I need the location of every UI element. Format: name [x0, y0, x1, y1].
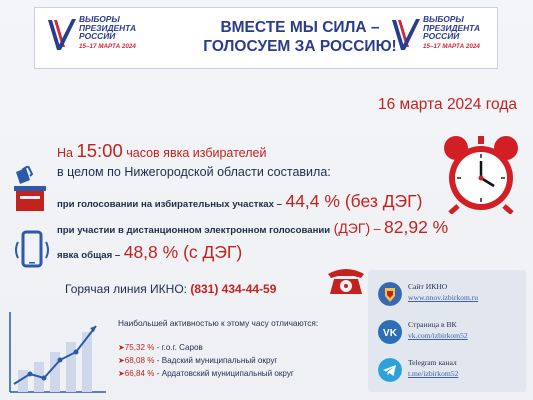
svg-text:VK: VK — [383, 328, 397, 339]
smartphone-icon — [14, 228, 50, 272]
contact-title: Telegram канал — [408, 358, 457, 367]
chevron-right-icon: ➤ — [118, 343, 125, 352]
turnout-after-time: часов явка избирателей — [126, 146, 267, 160]
contacts-panel — [368, 270, 526, 392]
growth-chart-icon — [4, 308, 108, 396]
activity-pct: 75,32 % — [124, 343, 155, 352]
hotline — [65, 282, 276, 296]
activity-name: - Вадский муниципальный округ — [154, 356, 278, 365]
logo-line-1: ВЫБОРЫ — [79, 14, 120, 24]
chevron-right-icon: ➤ — [118, 356, 125, 365]
activity-title: Наибольшей активностью к этому часу отличаются: — [118, 318, 319, 328]
hotline-phone-icon — [326, 266, 366, 296]
contact-link[interactable]: www.nnov.izbirkom.ru — [408, 293, 479, 302]
activity-item — [118, 368, 294, 378]
polling-label: при голосовании на избирательных участках – — [57, 199, 282, 210]
activity-name: - Ардатовский муниципальный округ — [154, 369, 294, 378]
logo-line-2: ПРЕЗИДЕНТА — [79, 22, 137, 33]
activity-item — [118, 355, 277, 365]
ballot-box-icon — [10, 166, 50, 212]
activity-pct: 66,84 % — [124, 369, 155, 378]
remote-dash: – — [373, 222, 381, 236]
polling-value: 44,4 % (без ДЭГ) — [285, 191, 423, 211]
activity-name: - г.о.г. Саров — [154, 343, 203, 352]
remote-label: при участии в дистанционном электронном голосовании — [57, 225, 331, 236]
turnout-time: 15:00 — [76, 140, 123, 161]
contact-vk[interactable] — [378, 320, 518, 346]
alarm-clock-icon — [440, 134, 522, 214]
turnout-remote-row — [57, 217, 448, 238]
hotline-number[interactable]: (831) 434-44-59 — [190, 282, 277, 296]
telegram-icon — [378, 358, 402, 382]
turnout-total-row — [57, 242, 242, 263]
ikno-emblem-icon — [378, 282, 402, 306]
contact-link[interactable]: vk.com/izbirkom52 — [408, 331, 468, 340]
logo-line-2: ПРЕЗИДЕНТА — [423, 22, 481, 33]
logo-line-3: РОССИИ — [79, 31, 116, 42]
vk-icon — [378, 320, 402, 344]
total-value: 48,8 % (с ДЭГ) — [123, 242, 243, 262]
remote-value: 82,92 % — [384, 217, 449, 237]
contact-telegram[interactable] — [378, 358, 518, 384]
contact-title: Страница в ВК — [408, 320, 457, 329]
elections-logo-right — [391, 15, 491, 61]
logo-dates: 15–17 МАРТА 2024 — [79, 43, 136, 50]
elections-logo-left — [47, 15, 147, 61]
turnout-heading — [57, 140, 266, 162]
elections-banner — [34, 7, 498, 69]
contact-title: Сайт ИКНО — [408, 282, 448, 291]
slogan — [185, 18, 415, 56]
slogan-line-1: ВМЕСТЕ МЫ СИЛА – — [220, 19, 380, 36]
contact-link[interactable]: t.me/izbirkom52 — [408, 369, 459, 378]
hotline-label: Горячая линия ИКНО: — [65, 282, 187, 296]
activity-item — [118, 342, 203, 352]
logo-dates: 15–17 МАРТА 2024 — [423, 43, 480, 50]
logo-line-1: ВЫБОРЫ — [423, 14, 464, 24]
elections-check-mark-icon — [47, 17, 77, 53]
turnout-polling-row — [57, 191, 422, 212]
activity-pct: 68,08 % — [124, 356, 155, 365]
contact-website[interactable] — [378, 282, 518, 308]
logo-line-3: РОССИИ — [423, 31, 460, 42]
turnout-prefix: На — [57, 146, 73, 160]
slogan-line-2: ГОЛОСУЕМ ЗА РОССИЮ! — [203, 38, 397, 55]
elections-check-mark-icon — [391, 17, 421, 53]
turnout-region: в целом по Нижегородской области составила: — [57, 165, 331, 179]
remote-deg: (ДЭГ) — [333, 220, 371, 236]
report-date: 16 марта 2024 года — [377, 96, 517, 113]
chevron-right-icon: ➤ — [118, 369, 125, 378]
total-label: явка общая – — [57, 250, 121, 261]
